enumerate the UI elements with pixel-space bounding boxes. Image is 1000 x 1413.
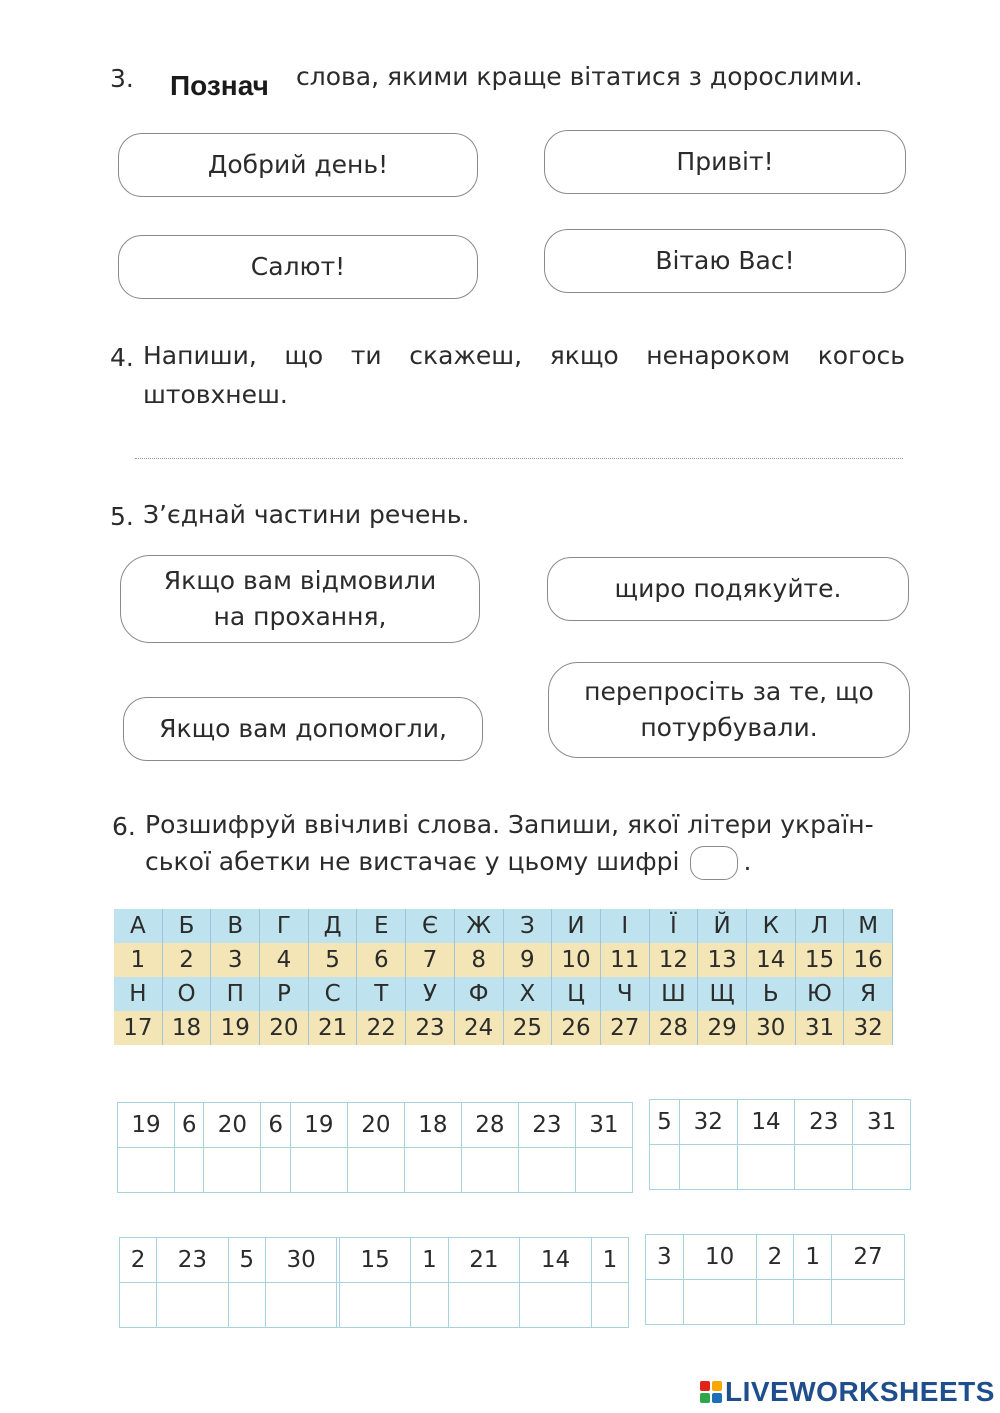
cipher-number-cell: 2 — [162, 943, 211, 977]
cipher-letter-cell: П — [211, 977, 260, 1011]
cipher-numbers-row-2 — [114, 1011, 893, 1045]
cipher-number-cell: 31 — [795, 1011, 844, 1045]
cipher-number-cell: 21 — [308, 1011, 357, 1045]
puzzle-code-row — [650, 1100, 911, 1145]
cipher-number-cell: 11 — [600, 943, 649, 977]
cipher-letter-cell: О — [162, 977, 211, 1011]
cipher-number-cell: 27 — [600, 1011, 649, 1045]
cipher-number-cell: 10 — [552, 943, 601, 977]
puzzle-code-cell: 1 — [794, 1235, 832, 1280]
liveworksheets-wordmark: LIVEWORKSHEETS — [725, 1376, 995, 1407]
cipher-number-cell: 17 — [114, 1011, 162, 1045]
cipher-letter-cell: И — [552, 909, 601, 943]
puzzle-code-cell: 23 — [157, 1238, 229, 1283]
puzzle-answer-input[interactable] — [679, 1145, 737, 1190]
cipher-letter-cell: А — [114, 909, 162, 943]
puzzle-answer-row — [646, 1280, 905, 1325]
q3-option-hi[interactable] — [544, 130, 906, 194]
cipher-number-cell: 22 — [357, 1011, 406, 1045]
q6-instruction-line2-end: . — [743, 847, 752, 876]
cipher-number-cell: 20 — [260, 1011, 309, 1045]
cipher-letter-cell: Т — [357, 977, 406, 1011]
puzzle-code-cell: 10 — [683, 1235, 756, 1280]
puzzle-code-cell: 20 — [347, 1103, 404, 1148]
q4-instruction-line2: штовхнеш. — [143, 380, 288, 409]
logo-square — [712, 1381, 722, 1391]
q5-part-line: щиро подякуйте. — [614, 574, 842, 603]
cipher-number-cell: 9 — [503, 943, 552, 977]
puzzle-answer-row — [120, 1283, 629, 1328]
cipher-number-cell: 16 — [844, 943, 893, 977]
puzzle-answer-input[interactable] — [265, 1283, 337, 1328]
q5-part-line: перепросіть за те, що — [584, 677, 874, 706]
cipher-number-cell: 18 — [162, 1011, 211, 1045]
q3-number: 3. — [110, 64, 134, 93]
cipher-number-cell: 24 — [454, 1011, 503, 1045]
q5-instruction: З’єднай частини речень. — [143, 500, 470, 529]
puzzle-answer-input[interactable] — [175, 1148, 204, 1193]
cipher-letter-cell: Й — [698, 909, 747, 943]
cipher-number-cell: 5 — [308, 943, 357, 977]
q4-number: 4. — [110, 343, 134, 372]
liveworksheets-mark-icon — [700, 1381, 722, 1403]
cipher-letter-cell: Р — [260, 977, 309, 1011]
cipher-letter-cell: Ш — [649, 977, 698, 1011]
puzzle-code-cell: 14 — [737, 1100, 795, 1145]
q3-option-greetings[interactable] — [544, 229, 906, 293]
puzzle-answer-input[interactable] — [228, 1283, 265, 1328]
puzzle-code-cell: 27 — [832, 1235, 905, 1280]
puzzle-answer-input[interactable] — [591, 1283, 628, 1328]
q6-instruction-line1: Розшифруй ввічливі слова. Запиши, якої літери україн- — [145, 810, 874, 839]
cipher-number-cell: 26 — [552, 1011, 601, 1045]
q5-left-helped[interactable] — [123, 697, 483, 761]
q4-instruction-line1: Напиши, що ти скажеш, якщо ненароком когось — [143, 341, 905, 370]
cipher-number-cell: 15 — [795, 943, 844, 977]
puzzle-code-cell: 2 — [120, 1238, 157, 1283]
puzzle-code-cell: 19 — [290, 1103, 347, 1148]
cipher-number-cell: 32 — [844, 1011, 893, 1045]
puzzle-grid-1 — [117, 1102, 633, 1193]
q5-part-line: на прохання, — [213, 602, 387, 631]
puzzle-code-cell: 21 — [448, 1238, 520, 1283]
q3-instruction: слова, якими краще вітатися з дорослими. — [296, 62, 863, 91]
puzzle-answer-input[interactable] — [347, 1148, 404, 1193]
q5-part-line: потурбували. — [640, 713, 818, 742]
cipher-number-cell: 29 — [698, 1011, 747, 1045]
q5-right-thank[interactable] — [547, 557, 909, 621]
puzzle-answer-input[interactable] — [646, 1280, 684, 1325]
puzzle-answer-input[interactable] — [650, 1145, 680, 1190]
q5-left-refused[interactable] — [120, 555, 480, 643]
puzzle-code-cell: 19 — [118, 1103, 175, 1148]
cipher-letter-cell: Е — [357, 909, 406, 943]
cipher-letter-cell: Є — [406, 909, 455, 943]
puzzle-answer-input[interactable] — [461, 1148, 518, 1193]
puzzle-code-cell: 31 — [575, 1103, 632, 1148]
cipher-number-cell: 25 — [503, 1011, 552, 1045]
cipher-letter-cell: М — [844, 909, 893, 943]
puzzle-code-cell: 23 — [518, 1103, 575, 1148]
puzzle-code-cell: 28 — [461, 1103, 518, 1148]
puzzle-code-cell: 2 — [756, 1235, 794, 1280]
logo-square — [700, 1393, 710, 1403]
cipher-numbers-row-1 — [114, 943, 893, 977]
cipher-letter-cell: Я — [844, 977, 893, 1011]
liveworksheets-logo[interactable] — [700, 1376, 995, 1408]
puzzle-answer-input[interactable] — [204, 1148, 261, 1193]
cipher-letter-cell: Щ — [698, 977, 747, 1011]
cipher-number-cell: 3 — [211, 943, 260, 977]
puzzle-code-cell: 32 — [679, 1100, 737, 1145]
puzzle-code-cell: 3 — [646, 1235, 684, 1280]
puzzle-code-cell: 6 — [175, 1103, 204, 1148]
puzzle-grid-3 — [119, 1237, 629, 1328]
cipher-number-cell: 12 — [649, 943, 698, 977]
puzzle-answer-input[interactable] — [737, 1145, 795, 1190]
puzzle-code-cell: 15 — [339, 1238, 411, 1283]
cipher-number-cell: 8 — [454, 943, 503, 977]
puzzle-answer-input[interactable] — [756, 1280, 794, 1325]
puzzle-answer-input[interactable] — [290, 1148, 347, 1193]
cipher-letter-cell: Г — [260, 909, 309, 943]
q5-number: 5. — [110, 502, 134, 531]
q3-option-label: Добрий день! — [207, 150, 389, 179]
puzzle-code-cell: 23 — [795, 1100, 853, 1145]
puzzle-code-row — [118, 1103, 633, 1148]
puzzle-code-cell: 1 — [411, 1238, 448, 1283]
cipher-letter-cell: Д — [308, 909, 357, 943]
puzzle-answer-input[interactable] — [339, 1283, 411, 1328]
puzzle-code-row — [120, 1238, 629, 1283]
puzzle-answer-input[interactable] — [261, 1148, 290, 1193]
puzzle-code-cell: 1 — [591, 1238, 628, 1283]
cipher-table — [114, 909, 893, 1045]
cipher-letter-cell: У — [406, 977, 455, 1011]
cipher-letter-cell: Ф — [454, 977, 503, 1011]
puzzle-answer-input[interactable] — [520, 1283, 592, 1328]
q4-answer-line[interactable] — [135, 458, 903, 459]
puzzle-answer-input[interactable] — [411, 1283, 448, 1328]
cipher-letter-cell: С — [308, 977, 357, 1011]
cipher-number-cell: 6 — [357, 943, 406, 977]
q3-option-label: Салют! — [250, 252, 346, 281]
puzzle-answer-input[interactable] — [120, 1283, 157, 1328]
q3-option-good-day[interactable] — [118, 133, 478, 197]
puzzle-answer-row — [650, 1145, 911, 1190]
cipher-letter-cell: Ж — [454, 909, 503, 943]
cipher-letters-row-2 — [114, 977, 893, 1011]
puzzle-answer-input[interactable] — [448, 1283, 520, 1328]
puzzle-code-cell: 31 — [853, 1100, 911, 1145]
cipher-number-cell: 7 — [406, 943, 455, 977]
puzzle-code-cell: 20 — [204, 1103, 261, 1148]
cipher-number-cell: 28 — [649, 1011, 698, 1045]
q6-missing-letter-box[interactable] — [690, 846, 738, 880]
cipher-letter-cell: Н — [114, 977, 162, 1011]
cipher-letter-cell: Ч — [600, 977, 649, 1011]
cipher-letter-cell: Ц — [552, 977, 601, 1011]
cipher-letter-cell: Ю — [795, 977, 844, 1011]
cipher-letter-cell: І — [600, 909, 649, 943]
q3-option-salute[interactable] — [118, 235, 478, 299]
puzzle-answer-input[interactable] — [794, 1280, 832, 1325]
cipher-number-cell: 19 — [211, 1011, 260, 1045]
puzzle-code-cell: 5 — [228, 1238, 265, 1283]
cipher-number-cell: 14 — [746, 943, 795, 977]
q3-instruction-word: Познач — [170, 70, 269, 101]
puzzle-grid-4 — [645, 1234, 905, 1325]
cipher-number-cell: 23 — [406, 1011, 455, 1045]
cipher-number-cell: 13 — [698, 943, 747, 977]
q5-part-line: Якщо вам відмовили — [163, 566, 437, 595]
cipher-letter-cell: Ь — [746, 977, 795, 1011]
puzzle-answer-input[interactable] — [683, 1280, 756, 1325]
puzzle-answer-input[interactable] — [575, 1148, 632, 1193]
puzzle-code-cell: 14 — [520, 1238, 592, 1283]
q3-option-label: Вітаю Вас! — [655, 246, 795, 275]
logo-square — [700, 1381, 710, 1391]
q6-instruction-line2-text: ської абетки не вистачає у цьому шифрі — [145, 847, 680, 876]
cipher-letter-cell: Л — [795, 909, 844, 943]
puzzle-code-cell: 5 — [650, 1100, 680, 1145]
puzzle-code-cell: 30 — [265, 1238, 337, 1283]
puzzle-answer-input[interactable] — [157, 1283, 229, 1328]
puzzle-code-cell: 18 — [404, 1103, 461, 1148]
puzzle-answer-input[interactable] — [518, 1148, 575, 1193]
puzzle-grid-2 — [649, 1099, 911, 1190]
cipher-letter-cell: В — [211, 909, 260, 943]
q5-right-apologize[interactable] — [548, 662, 910, 758]
cipher-letter-cell: З — [503, 909, 552, 943]
puzzle-answer-input[interactable] — [853, 1145, 911, 1190]
cipher-letter-cell: К — [746, 909, 795, 943]
q6-instruction-line2 — [145, 843, 751, 881]
puzzle-answer-input[interactable] — [832, 1280, 905, 1325]
cipher-letter-cell: Ї — [649, 909, 698, 943]
q6-number: 6. — [112, 812, 136, 841]
puzzle-code-cell: 6 — [261, 1103, 290, 1148]
cipher-number-cell: 1 — [114, 943, 162, 977]
puzzle-answer-row — [118, 1148, 633, 1193]
cipher-number-cell: 30 — [746, 1011, 795, 1045]
q3-option-label: Привіт! — [676, 147, 774, 176]
puzzle-answer-input[interactable] — [404, 1148, 461, 1193]
cipher-number-cell: 4 — [260, 943, 309, 977]
cipher-letters-row-1 — [114, 909, 893, 943]
puzzle-answer-input[interactable] — [118, 1148, 175, 1193]
cipher-letter-cell: Х — [503, 977, 552, 1011]
puzzle-answer-input[interactable] — [795, 1145, 853, 1190]
cipher-letter-cell: Б — [162, 909, 211, 943]
puzzle-code-row — [646, 1235, 905, 1280]
q5-part-line: Якщо вам допомогли, — [159, 714, 447, 743]
logo-square — [712, 1393, 722, 1403]
